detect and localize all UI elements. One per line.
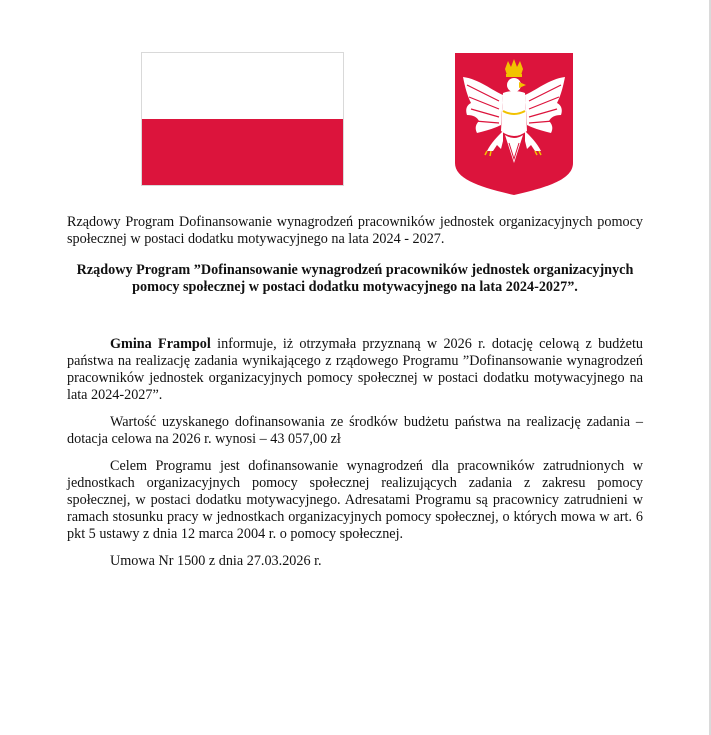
paragraph-informuje-text: informuje, iż otrzymała przyznaną w 2026 r. dotację celową z budżetu państwa na realizację zadania wynikającego z rządowego Programu ”Dofinansowanie wynagrodzeń pracowników jednostek organizacyjnych pomocy społecznej w postaci dodatku motywacyjnego na lata 2024-2027”. [67,336,643,403]
header-line: Rządowy Program Dofinansowanie wynagrodzeń pracowników jednostek organizacyjnych pomocy społecznej w postaci dodatku motywacyjnego na lata 2024 - 2027. [67,214,643,247]
flag-red-stripe [142,119,343,185]
municipality-name: Gmina Frampol [110,336,211,352]
paragraph-cel-programu: Celem Programu jest dofinansowanie wynagrodzeń dla pracowników zatrudnionych w jednostkach organizacyjnych pomocy społecznej realizujących zadania z zakresu pomocy społecznej, w postaci dodatku motywacyjnego. Adresatami Programu są pracownicy zatrudnieni w ramach stosunku pracy w jednostkach organizacyjnych pomocy społecznej, o których mowa w art. 6 pkt 5 ustawy z dnia 12 marca 2004 r. o pomocy społecznej. [67,458,643,542]
paragraph-umowa: Umowa Nr 1500 z dnia 27.03.2026 r. [110,553,322,569]
polish-white-eagle-emblem-icon [453,51,575,196]
document-title: Rządowy Program ”Dofinansowanie wynagrodzeń pracowników jednostek organizacyjnych pomocy społecznej w postaci dodatku motywacyjnego na lata 2024-2027”. [76,262,634,295]
paragraph-wartosc: Wartość uzyskanego dofinansowania ze środków budżetu państwa na realizację zadania – dotacja celowa na 2026 r. wynosi – 43 057,00 zł [67,414,643,447]
polish-flag-icon [141,52,344,186]
flag-white-stripe [142,53,343,119]
emblem-svg [453,51,575,196]
paragraph-informuje [67,336,643,404]
